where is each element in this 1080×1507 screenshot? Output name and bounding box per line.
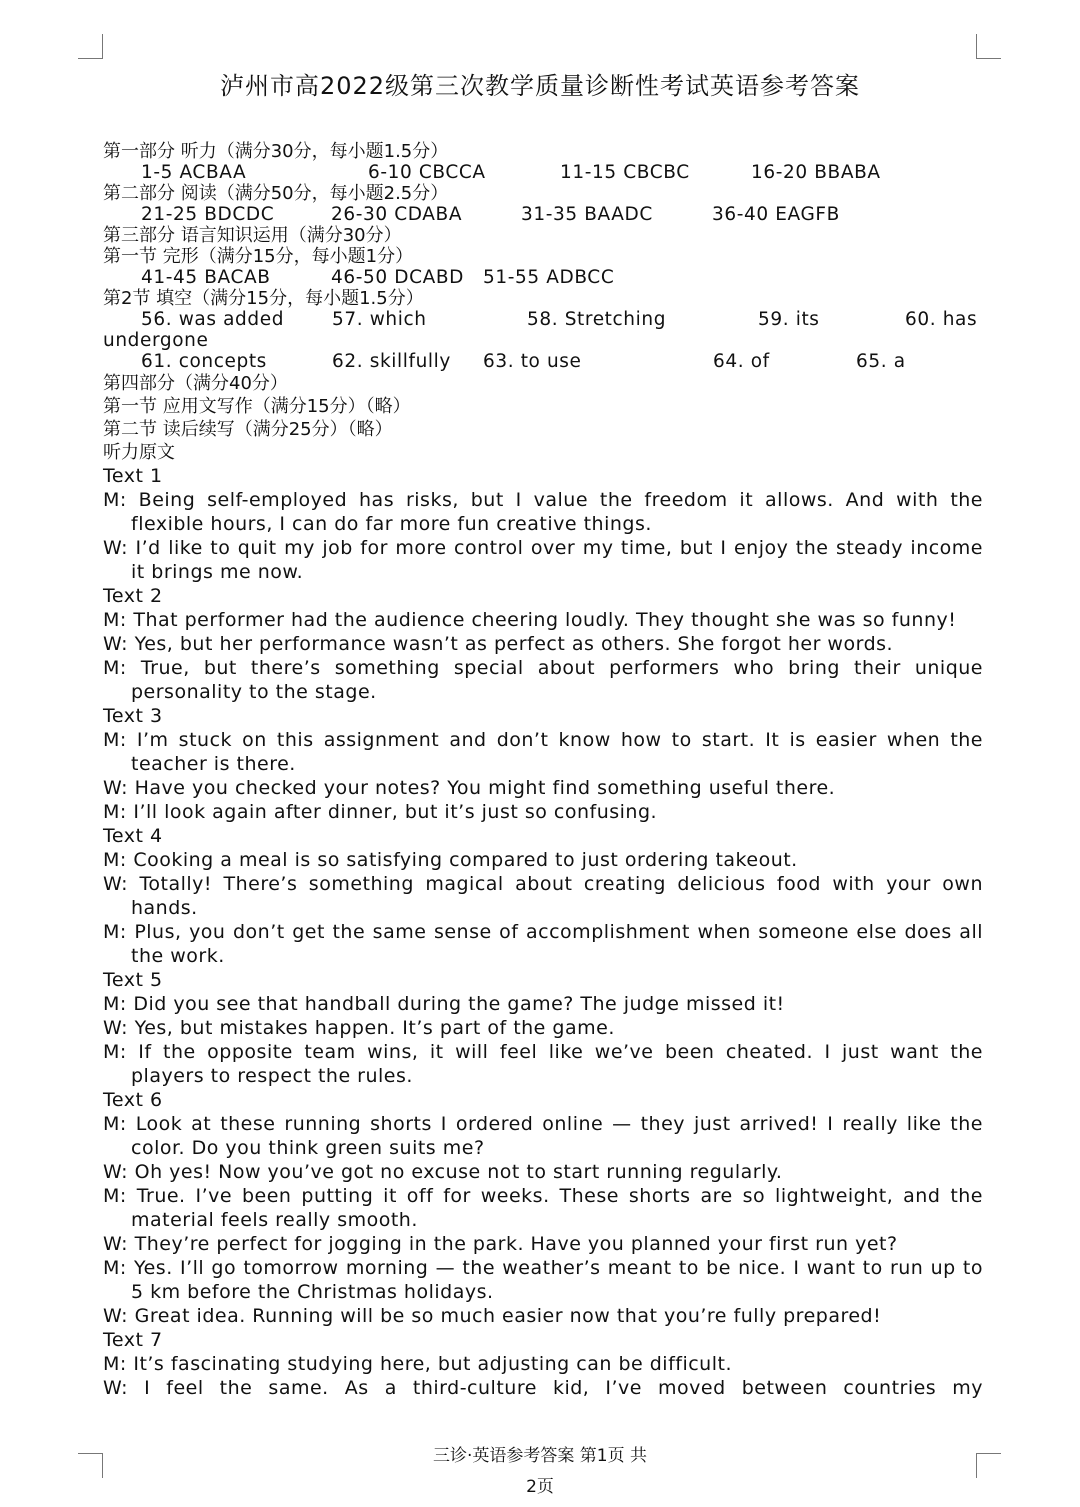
- dialogue-line: M: If the opposite team wins, it will feel like we’ve been cheated. I just want the players to respect the rules.: [103, 1041, 983, 1087]
- section1-heading: 第一节 完形（满分15分，每小题1分）: [103, 246, 414, 267]
- text-label: Text 4: [103, 825, 163, 847]
- page-title: 泸州市高2022级第三次教学质量诊断性考试英语参考答案: [219, 72, 861, 100]
- dialogue-line: M: Plus, you don’t get the same sense of accomplishment when someone else does all the work.: [103, 921, 983, 967]
- section4a-heading: 第一节 应用文写作（满分15分）（略）: [103, 396, 411, 417]
- footer-page-info: 三诊·英语参考答案 第1页 共: [432, 1446, 648, 1466]
- text-label: Text 5: [103, 969, 163, 991]
- dialogue-line: W: I feel the same. As a third-culture kid, I’ve moved between countries my: [103, 1377, 983, 1399]
- answer-item: 59. its: [758, 309, 820, 330]
- answer-item: 58. Stretching: [527, 309, 667, 330]
- footer-page-total: 2页: [526, 1477, 554, 1497]
- answer-row-wrap: [103, 330, 983, 351]
- answer-item: 60. has: [905, 309, 978, 330]
- answer-item-wrap: undergone: [103, 330, 209, 351]
- dialogue-line: M: It’s fascinating studying here, but adjusting can be difficult.: [103, 1353, 732, 1375]
- answer-group: 11-15 CBCBC: [560, 162, 690, 183]
- answer-item: 57. which: [332, 309, 427, 330]
- dialogue-line: W: Yes, but mistakes happen. It’s part of the game.: [103, 1017, 615, 1039]
- answer-item: 65. a: [856, 351, 906, 372]
- text-label: Text 3: [103, 705, 163, 727]
- dialogue-line: M: True. I’ve been putting it off for weeks. These shorts are so lightweight, and the material feels really smooth.: [103, 1185, 983, 1231]
- answer-group: 26-30 CDABA: [331, 204, 463, 225]
- answer-group: 21-25 BDCDC: [141, 204, 275, 225]
- dialogue-line: W: Great idea. Running will be so much easier now that you’re fully prepared!: [103, 1305, 882, 1327]
- crop-mark-top-left: [78, 34, 103, 59]
- dialogue-line: M: Yes. I’ll go tomorrow morning — the weather’s meant to be nice. I want to run up to 5 km before the Christmas holidays.: [103, 1257, 983, 1303]
- answer-item: 63. to use: [483, 351, 582, 372]
- dialogue-line: W: They’re perfect for jogging in the park. Have you planned your first run yet?: [103, 1233, 898, 1255]
- dialogue-line: M: I’ll look again after dinner, but it’s just so confusing.: [103, 801, 658, 823]
- dialogue-line: M: Look at these running shorts I ordered online — they just arrived! I really like the color. Do you think green suits me?: [103, 1113, 983, 1159]
- answer-item: 61. concepts: [141, 351, 267, 372]
- part1-heading: 第一部分 听力（满分30分，每小题1.5分）: [103, 141, 449, 162]
- part3-heading: 第三部分 语言知识运用（满分30分）: [103, 225, 402, 246]
- dialogue-line: M: I’m stuck on this assignment and don’t know how to start. It is easier when the teacher is there.: [103, 729, 983, 775]
- answer-row: [103, 204, 983, 225]
- text-label: Text 6: [103, 1089, 163, 1111]
- answer-row: [103, 162, 983, 183]
- answer-item: 62. skillfully: [332, 351, 451, 372]
- answer-group: 16-20 BBABA: [751, 162, 881, 183]
- dialogue-line: W: Totally! There’s something magical about creating delicious food with your own hands.: [103, 873, 983, 919]
- answer-row: [103, 351, 983, 372]
- dialogue-line: M: That performer had the audience cheering loudly. They thought she was so funny!: [103, 609, 957, 631]
- dialogue-line: M: Being self-employed has risks, but I value the freedom it allows. And with the flexible hours, I can do far more fun creative things.: [103, 489, 983, 535]
- part4-heading: 第四部分（满分40分）: [103, 373, 288, 394]
- dialogue-line: W: Have you checked your notes? You might find something useful there.: [103, 777, 836, 799]
- answer-row: [103, 267, 983, 288]
- dialogue-line: M: True, but there’s something special about performers who bring their unique personality to the stage.: [103, 657, 983, 703]
- text-label: Text 1: [103, 465, 163, 487]
- transcript-heading: 听力原文: [103, 442, 175, 463]
- dialogue-line: W: Yes, but her performance wasn’t as perfect as others. She forgot her words.: [103, 633, 894, 655]
- section2-heading: 第2节 填空（满分15分，每小题1.5分）: [103, 288, 424, 309]
- text-label: Text 7: [103, 1329, 163, 1351]
- answer-group: 41-45 BACAB: [141, 267, 271, 288]
- part2-heading: 第二部分 阅读（满分50分，每小题2.5分）: [103, 183, 449, 204]
- answer-group: 31-35 BAADC: [521, 204, 653, 225]
- answer-group: 46-50 DCABD: [331, 267, 464, 288]
- document-body: [103, 141, 983, 1400]
- answer-item: 64. of: [713, 351, 770, 372]
- answer-row: [103, 309, 983, 330]
- crop-mark-top-right: [976, 34, 1001, 59]
- answer-group: 36-40 EAGFB: [712, 204, 840, 225]
- answer-group: 51-55 ADBCC: [483, 267, 615, 288]
- answer-group: 1-5 ACBAA: [141, 162, 247, 183]
- answer-item: 56. was added: [141, 309, 285, 330]
- text-label: Text 2: [103, 585, 163, 607]
- dialogue-line: M: Cooking a meal is so satisfying compared to just ordering takeout.: [103, 849, 798, 871]
- dialogue-line: W: I’d like to quit my job for more control over my time, but I enjoy the steady income it brings me now.: [103, 537, 983, 583]
- dialogue-line: M: Did you see that handball during the game? The judge missed it!: [103, 993, 785, 1015]
- answer-group: 6-10 CBCCA: [368, 162, 486, 183]
- section4b-heading: 第二节 读后续写（满分25分）（略）: [103, 419, 393, 440]
- dialogue-line: W: Oh yes! Now you’ve got no excuse not to start running regularly.: [103, 1161, 783, 1183]
